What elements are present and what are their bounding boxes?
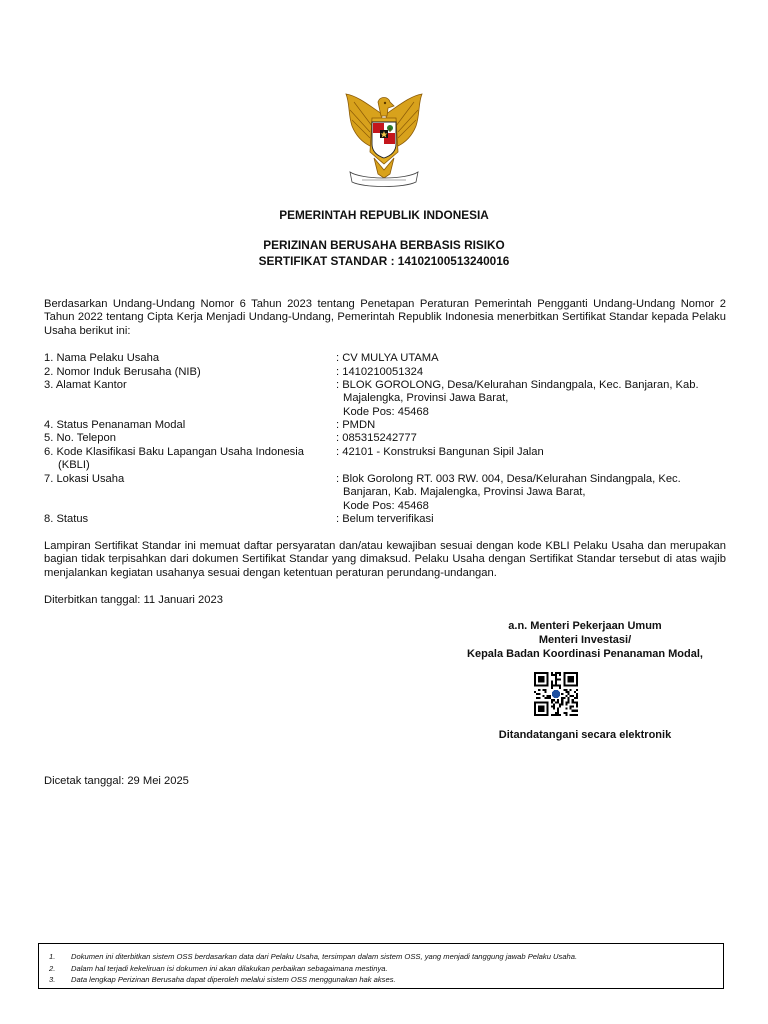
document-title: PERIZINAN BERUSAHA BERBASIS RISIKO: [263, 238, 505, 252]
signatory-line-2: Menteri Investasi/: [538, 634, 632, 646]
footnote-item: 1. Dokumen ini diterbitkan sistem OSS berdasarkan data dari Pelaku Usaha, tersimpan dalam sistem OSS, yang menjadi tanggung jawab Pelaku Usaha.: [49, 952, 578, 961]
electronic-signature-note: Ditandatangani secara elektronik: [498, 729, 672, 741]
intro-paragraph: Berdasarkan Undang-Undang Nomor 6 Tahun 2023 tentang Penetapan Peraturan Pemerintah Pengganti Undang-Undang Nomor 2 Tahun 2022 tentang Cipta Kerja Menjadi Undang-Undang, Pemerintah Republik Indonesia menerbitkan Sertifikat Standar kepada Pelaku Usaha berikut ini:: [44, 298, 726, 337]
signatory-line-3: Kepala Badan Koordinasi Penanaman Modal,: [467, 648, 703, 660]
field-label-cont: (KBLI): [58, 459, 90, 472]
issued-date: Diterbitkan tanggal: 11 Januari 2023: [44, 594, 223, 606]
field-value-cont: Kode Pos: 45468: [343, 499, 429, 512]
field-label: 8. Status: [44, 513, 89, 525]
field-value: : PMDN: [336, 419, 376, 431]
footnotes-box: [38, 943, 724, 989]
field-label: 6. Kode Klasifikasi Baku Lapangan Usaha Indonesia: [44, 446, 304, 458]
field-value: : BLOK GOROLONG, Desa/Kelurahan Sindangpala, Kec. Banjaran, Kab.: [336, 379, 699, 391]
qr-code-icon: [534, 672, 578, 716]
footnote-item: 3. Data lengkap Perizinan Berusaha dapat diperoleh melalui sistem OSS menggunakan hak akses.: [49, 975, 396, 985]
printed-date: Dicetak tanggal: 29 Mei 2025: [44, 775, 189, 787]
field-label: 5. No. Telepon: [44, 432, 116, 444]
field-label: 7. Lokasi Usaha: [44, 473, 125, 485]
field-value: : 085315242777: [336, 432, 417, 444]
certificate-number: SERTIFIKAT STANDAR : 14102100513240016: [258, 254, 510, 268]
government-heading: PEMERINTAH REPUBLIK INDONESIA: [279, 208, 489, 222]
field-value-cont: Banjaran, Kab. Majalengka, Provinsi Jawa Barat,: [343, 486, 586, 499]
footnote-item: 2. Dalam hal terjadi kekeliruan isi dokumen ini akan dilakukan perbaikan sebagaimana mestinya.: [49, 963, 388, 973]
garuda-emblem-icon: [332, 92, 436, 192]
field-value: : 1410210051324: [336, 366, 424, 378]
garuda-pancasila-emblem: [332, 92, 436, 192]
field-label: 4. Status Penanaman Modal: [44, 419, 186, 431]
field-value: : Blok Gorolong RT. 003 RW. 004, Desa/Kelurahan Sindangpala, Kec.: [336, 473, 681, 485]
attachment-paragraph: Lampiran Sertifikat Standar ini memuat daftar persyaratan dan/atau kewajiban sesuai dengan kode KBLI Pelaku Usaha dan merupakan bagian tidak terpisahkan dari dokumen Sertifikat Standar yang dimaksud. Pelaku Usaha dengan Sertifikat Standar tersebut di atas wajib menjalankan kegiatan usahanya sesuai dengan ketentuan peraturan perundang-undangan.: [44, 540, 726, 579]
field-value: : CV MULYA UTAMA: [336, 352, 439, 364]
field-value: : 42101 - Konstruksi Bangunan Sipil Jalan: [336, 446, 544, 458]
signatory-line-1: a.n. Menteri Pekerjaan Umum: [508, 620, 662, 632]
field-value-cont: Kode Pos: 45468: [343, 405, 429, 418]
field-value: : Belum terverifikasi: [336, 513, 434, 525]
field-value-cont: Majalengka, Provinsi Jawa Barat,: [343, 392, 509, 405]
field-label: 1. Nama Pelaku Usaha: [44, 352, 160, 364]
field-label: 2. Nomor Induk Berusaha (NIB): [44, 366, 201, 378]
field-label: 3. Alamat Kantor: [44, 379, 127, 391]
